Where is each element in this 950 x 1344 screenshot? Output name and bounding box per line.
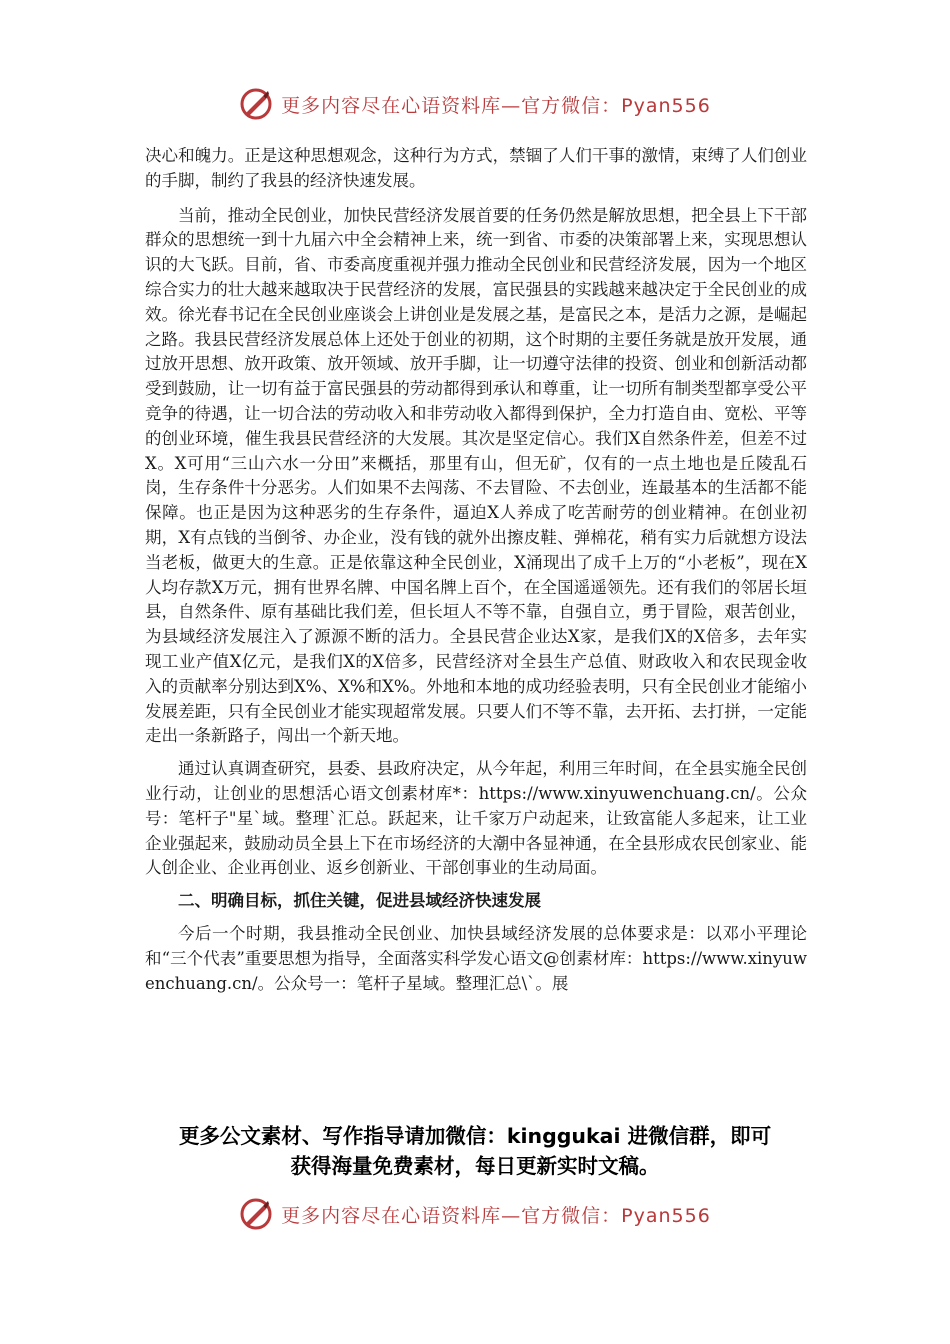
watermark-text: 更多内容尽在心语资料库—官方微信：Pyan556: [281, 1204, 711, 1227]
pen-logo-icon: [239, 87, 273, 121]
paragraph-4: 今后一个时期，我县推动全民创业、加快县域经济发展的总体要求是：以邓小平理论和“三个代表”重要思想为指导，全面落实科学发心语文@创素材库：https://www.xinyuwenchuang.cn/。公众号一：笔杆子星域。整理汇总\`。展: [145, 923, 807, 993]
footer-watermark: [0, 1192, 950, 1236]
header-watermark: [0, 82, 950, 126]
paragraph-2: 当前，推动全民创业，加快民营经济发展首要的任务仍然是解放思想，把全县上下干部群众的思想统一到十九届六中全会精神上来，统一到省、市委的决策部署上来，实现思想认识的大飞跃。目前，省、市委高度重视并强力推动全民创业和民营经济发展，因为一个地区综合实力的壮大越来越取决于民营经济的发展，富民强县的实践越来越决定于全民创业的成效。徐光春书记在全民创业座谈会上讲创业是发展之基，是富民之本，是活力之源，是崛起之路。我县民营经济发展总体上还处于创业的初期，这个时期的主要任务就是放开发展，通过放开思想、放开政策、放开领域、放开手脚，让一切遵守法律的投资、创业和创新活动都受到鼓励，让一切有益于富民强县的劳动都得到承认和尊重，让一切所有制类型都享受公平竞争的待遇，让一切合法的劳动收入和非劳动收入都得到保护，全力打造自由、宽松、平等的创业环境，催生我县民营经济的大发展。其次是坚定信心。我们X自然条件差，但差不过X。X可用“三山六水一分田”来概括，那里有山，但无矿，仅有的一点土地也是丘陵乱石岗，生存条件十分恶劣。人们如果不去闯荡、不去冒险、不去创业，连最基本的生活都不能保障。也正是因为这种恶劣的生存条件，逼迫X人养成了吃苦耐劳的创业精神。在创业初期，X有点钱的当倒爷、办企业，没有钱的就外出擦皮鞋、弹棉花，稍有实力后就想方设法当老板，做更大的生意。正是依靠这种全民创业，X涌现出了成千上万的“小老板”，现在X人均存款X万元，拥有世界名牌、中国名牌上百个，在全国遥遥领先。还有我们的邻居长垣县，自然条件、原有基础比我们差，但长垣人不等不靠，自强自立，勇于冒险，艰苦创业，为县域经济发展注入了源源不断的活力。全县民营企业达X家，是我们X的X倍多，去年实现工业产值X亿元，是我们X的X倍多，民营经济对全县生产总值、财政收入和农民现金收入的贡献率分别达到X%、X%和X%。外地和本地的成功经验表明，只有全民创业才能缩小发展差距，只有全民创业才能实现超常发展。只要人们不等不靠，去开拓、去打拼，一定能走出一条新路子，闯出一个新天地。: [145, 205, 807, 746]
watermark-text: 更多内容尽在心语资料库—官方微信：Pyan556: [281, 94, 711, 117]
document-body: [145, 144, 807, 1004]
pen-logo-icon: [239, 1197, 273, 1231]
promo-line-1: 更多公文素材、写作指导请加微信：kinggukai 进微信群，即可: [178, 1124, 772, 1148]
section-heading: 二、明确目标，抓住关键，促进县域经济快速发展: [178, 891, 541, 911]
paragraph-1: 决心和魄力。正是这种思想观念，这种行为方式，禁锢了人们干事的激情，束缚了人们创业的手脚，制约了我县的经济快速发展。: [145, 146, 807, 190]
paragraph-3: 通过认真调查研究，县委、县政府决定，从今年起，利用三年时间，在全县实施全民创业行动，让创业的思想活心语文创素材库*：https://www.xinyuwenchuang.cn/。公众号：笔杆子"星`域。整理`汇总。跃起来，让千家万户动起来，让致富能人多起来，让工业企业强起来，鼓励动员全县上下在市场经济的大潮中各显神通，在全县形成农民创家业、能人创企业、企业再创业、返乡创新业、干部创事业的生动局面。: [145, 759, 807, 878]
promo-notice: [100, 1121, 850, 1181]
promo-line-2: 获得海量免费素材，每日更新实时文稿。: [290, 1154, 660, 1178]
